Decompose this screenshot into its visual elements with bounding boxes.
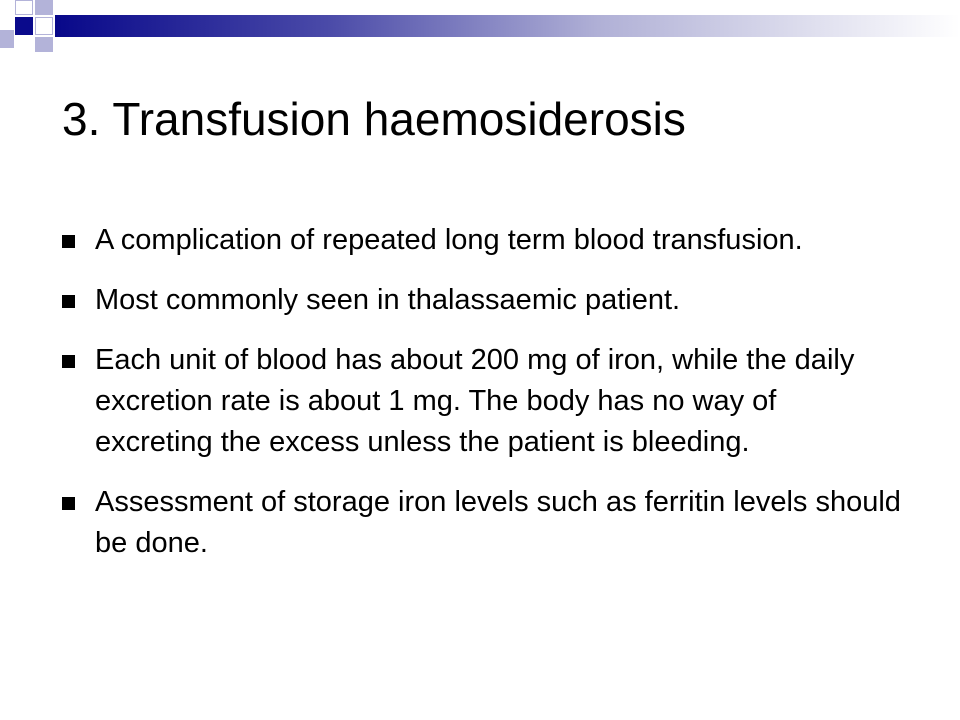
corner-square-outline-top: [15, 0, 33, 15]
bullet-text: Each unit of blood has about 200 mg of iron, while the daily excretion rate is about 1 mg. The body has no way of excreting the excess unless the patient is bleeding.: [95, 344, 855, 458]
corner-square-dark: [15, 17, 33, 35]
corner-square-light-bottom: [35, 37, 53, 52]
bullet-text: Assessment of storage iron levels such as ferritin levels should be done.: [95, 486, 901, 559]
square-bullet-icon: [62, 235, 75, 248]
bullet-list: [62, 220, 902, 583]
header-gradient-bar: [55, 15, 960, 37]
bullet-text: Most commonly seen in thalassaemic patient.: [95, 284, 681, 316]
bullet-item: [62, 280, 902, 321]
corner-square-light-top: [35, 0, 53, 15]
square-bullet-icon: [62, 295, 75, 308]
bullet-item: [62, 340, 902, 463]
bullet-item: [62, 220, 902, 261]
bullet-item: [62, 482, 902, 564]
bullet-text: A complication of repeated long term blood transfusion.: [95, 224, 803, 256]
corner-square-outline-mid: [35, 17, 53, 35]
corner-square-light-left: [0, 30, 14, 48]
square-bullet-icon: [62, 355, 75, 368]
square-bullet-icon: [62, 497, 75, 510]
slide-title: 3. Transfusion haemosiderosis: [62, 93, 686, 145]
